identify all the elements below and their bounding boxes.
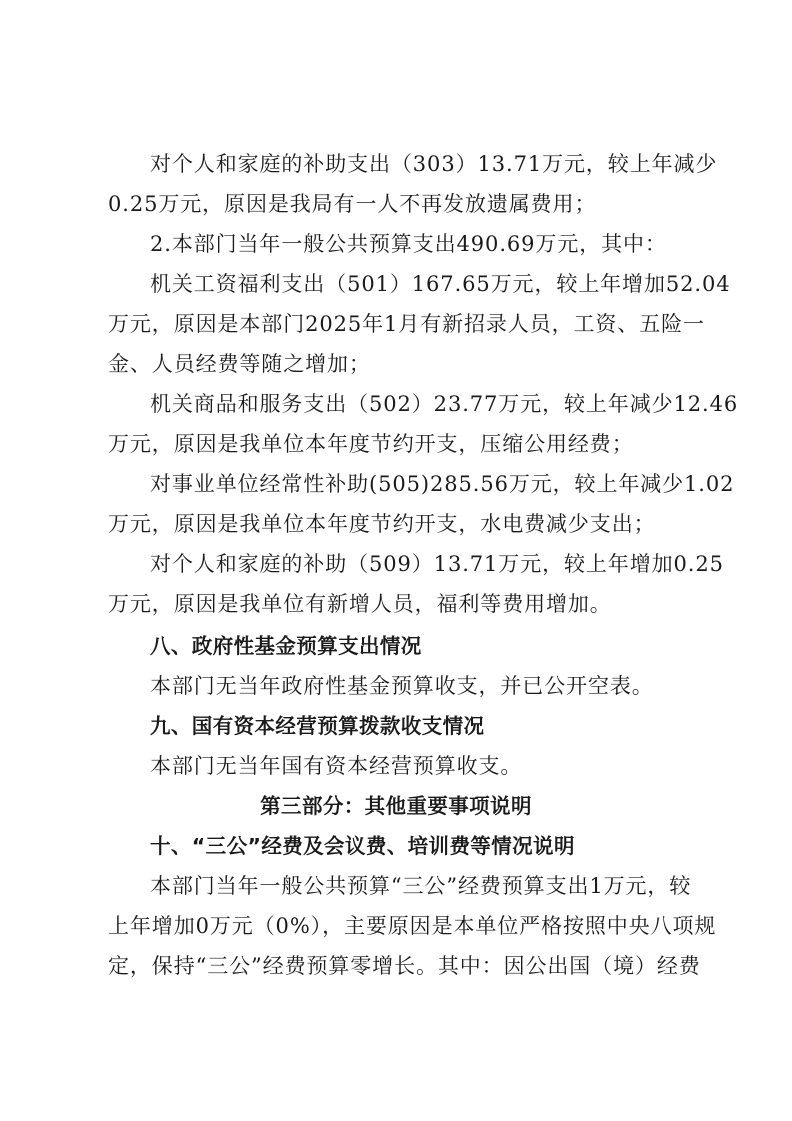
paragraph-line: 万元，原因是我单位有新增人员，福利等费用增加。 [108, 592, 612, 616]
paragraph-line: 本部门无当年国有资本经营预算收支。 [150, 754, 523, 778]
part-heading: 第三部分：其他重要事项说明 [260, 794, 532, 818]
paragraph-line: 对个人和家庭的补助支出（303）13.71万元，较上年减少 [150, 152, 718, 176]
paragraph-line: 0.25万元，原因是我局有一人不再发放遗属费用； [108, 192, 597, 216]
paragraph-line: 机关工资福利支出（501）167.65万元，较上年增加52.04 [150, 272, 731, 296]
paragraph-line: 本部门无当年政府性基金预算收支，并已公开空表。 [150, 674, 654, 698]
section-heading: 十、“三公”经费及会议费、培训费等情况说明 [150, 834, 575, 858]
section-heading: 九、国有资本经营预算拨款收支情况 [150, 714, 485, 738]
paragraph-line: 上年增加0万元（0%），主要原因是本单位严格按照中央八项规 [108, 914, 717, 938]
paragraph-line: 2.本部门当年一般公共预算支出490.69万元，其中： [150, 232, 667, 256]
paragraph-line: 本部门当年一般公共预算“三公”经费预算支出1万元，较 [150, 874, 692, 898]
paragraph-line: 万元，原因是本部门2025年1月有新招录人员，工资、五险一 [108, 312, 705, 336]
paragraph-line: 对事业单位经常性补助(505)285.56万元，较上年减少1.02 [150, 472, 735, 496]
paragraph-line: 对个人和家庭的补助（509）13.71万元，较上年增加0.25 [150, 552, 724, 576]
paragraph-line: 金、人员经费等随之增加； [108, 352, 371, 376]
paragraph-line: 万元，原因是我单位本年度节约开支，压缩公用经费； [108, 432, 634, 456]
section-heading: 八、政府性基金预算支出情况 [150, 634, 422, 658]
paragraph-line: 定，保持“三公”经费预算零增长。其中：因公出国（境）经费 [108, 954, 701, 978]
paragraph-line: 机关商品和服务支出（502）23.77万元，较上年减少12.46 [150, 392, 739, 416]
paragraph-line: 万元，原因是我单位本年度节约开支，水电费减少支出； [108, 512, 656, 536]
